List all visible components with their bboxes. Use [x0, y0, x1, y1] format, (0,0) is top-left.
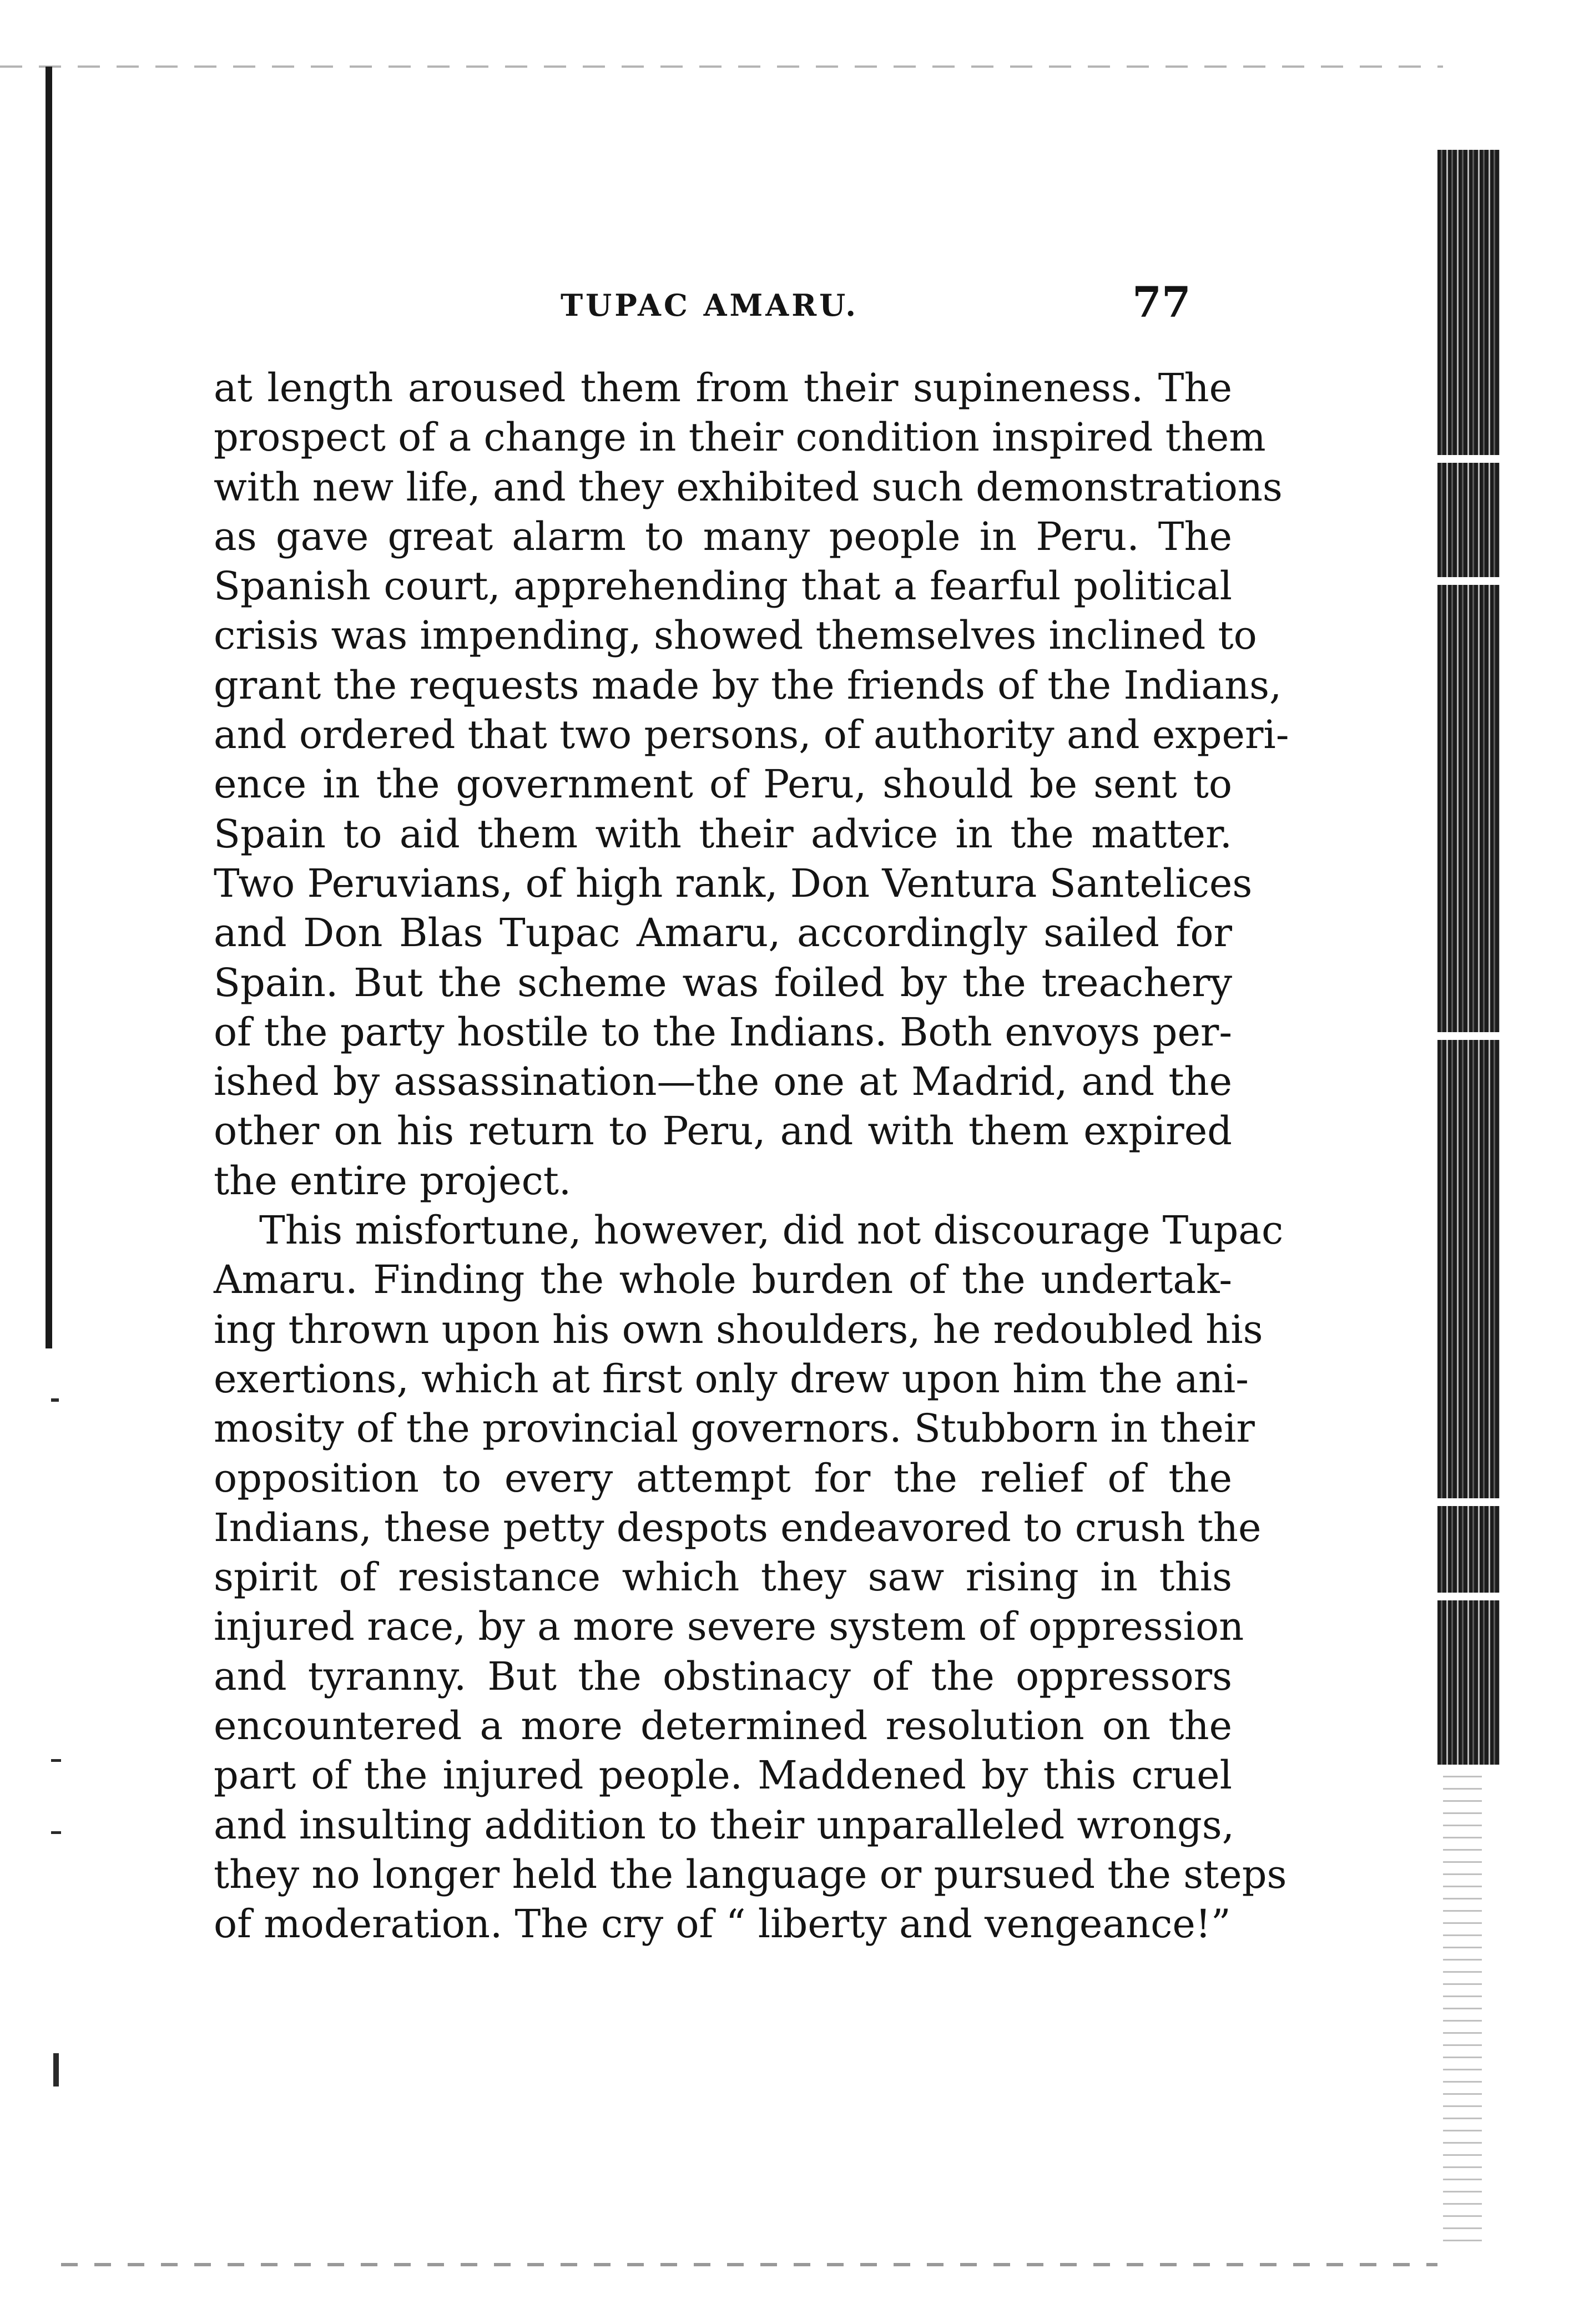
text-line: ing thrown upon his own shoulders, he redoubled his	[214, 1306, 1263, 1352]
text-line: they no longer held the language or pursued the steps	[214, 1851, 1287, 1897]
text-line: with new life, and they exhibited such demonstrations	[214, 464, 1283, 510]
scan-strip-gap	[1437, 577, 1500, 585]
scan-mark	[51, 1398, 59, 1402]
text-line: ished by assassination—the one at Madrid, and the	[214, 1059, 1232, 1105]
body-text	[214, 363, 1289, 1949]
text-line: opposition to every attempt for the relief of the	[214, 1455, 1232, 1501]
text-line: part of the injured people. Maddened by this cruel	[214, 1752, 1232, 1798]
text-line: of moderation. The cry of “ liberty and vengeance!”	[214, 1901, 1231, 1947]
text-line: crisis was impending, showed themselves inclined to	[214, 613, 1257, 659]
scan-strip-gap	[1437, 455, 1500, 463]
scan-bottom-edge	[61, 2263, 1437, 2266]
scan-binding-edge	[46, 67, 52, 1348]
page-number: 77	[1132, 277, 1191, 327]
text-line: and tyranny. But the obstinacy of the oppressors	[214, 1653, 1232, 1699]
scan-strip-gap	[1437, 1498, 1500, 1506]
text-line: Amaru. Finding the whole burden of the undertak-	[214, 1257, 1232, 1303]
text-line: Spain to aid them with their advice in the matter.	[214, 811, 1232, 857]
scan-strip-gap	[1437, 1032, 1500, 1040]
text-line: prospect of a change in their condition inspired them	[214, 415, 1266, 461]
text-line: ence in the government of Peru, should be sent to	[214, 761, 1232, 807]
text-line: at length aroused them from their supineness. The	[214, 365, 1232, 411]
scan-mark	[51, 1831, 61, 1834]
text-line: spirit of resistance which they saw rising in this	[214, 1554, 1232, 1600]
scan-top-edge	[0, 65, 1443, 68]
text-line: and insulting addition to their unparalleled wrongs,	[214, 1802, 1234, 1848]
text-line: and ordered that two persons, of authority and experi-	[214, 712, 1289, 758]
text-line: grant the requests made by the friends of the Indians,	[214, 662, 1282, 708]
text-line: exertions, which at first only drew upon him the ani-	[214, 1356, 1249, 1402]
text-line: of the party hostile to the Indians. Both envoys per-	[214, 1009, 1232, 1055]
text-line: injured race, by a more severe system of oppression	[214, 1604, 1244, 1650]
text-line: as gave great alarm to many people in Peru. The	[214, 513, 1232, 559]
running-head: TUPAC AMARU.	[561, 287, 859, 323]
text-line: Spanish court, apprehending that a fearful political	[214, 563, 1232, 609]
text-line: Spain. But the scheme was foiled by the treachery	[214, 959, 1232, 1006]
text-line: mosity of the provincial governors. Stubborn in their	[214, 1406, 1255, 1452]
text-line: other on his return to Peru, and with them expired	[214, 1108, 1232, 1154]
paragraph-end-line: the entire project.	[214, 1158, 572, 1204]
scan-page-stack-edge	[1437, 150, 1500, 1765]
text-line: and Don Blas Tupac Amaru, accordingly sailed for	[214, 910, 1232, 956]
scan-mark	[53, 2053, 59, 2086]
scan-strip-gap	[1437, 1593, 1500, 1600]
paragraph-start-line: This misfortune, however, did not discourage Tupac	[259, 1208, 1284, 1254]
text-line: Indians, these petty despots endeavored to crush the	[214, 1504, 1262, 1550]
scan-mark	[51, 1759, 61, 1762]
text-line: Two Peruvians, of high rank, Don Ventura Santelices	[214, 860, 1253, 906]
scan-page-stack-lower	[1443, 1776, 1482, 2242]
text-line: encountered a more determined resolution on the	[214, 1703, 1232, 1749]
